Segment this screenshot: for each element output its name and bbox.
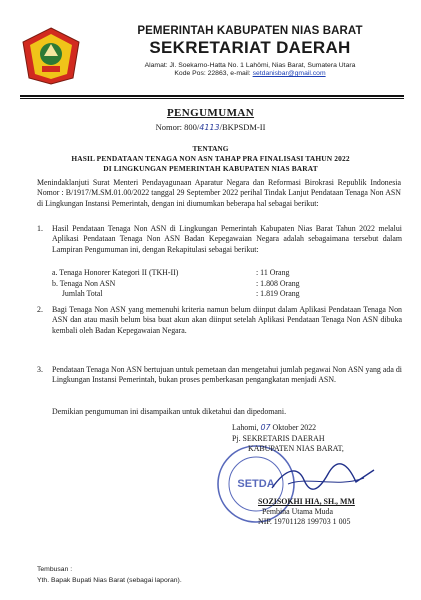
closing-sentence: Demikian pengumuman ini disampaikan untuk diketahui dan dipedomani. (52, 407, 287, 416)
letterhead (95, 25, 405, 77)
signatory-rank: Pembina Utama Muda (262, 507, 334, 516)
signatory-role-1: Pj. SEKRETARIS DAERAH (232, 434, 325, 443)
copy-label: Tembusan : (37, 566, 73, 573)
item-3-text: Pendataan Tenaga Non ASN bertujuan untuk pemetaan dan mengetahui jumlah pegawai Non ASN yang ada di Lingkungan Instansi Pemerintah, bukan proses pemberkasan pengangkatan menjadi ASN. (52, 365, 402, 385)
document-number-handwritten: 4113 (199, 123, 220, 132)
recap-label-total: Jumlah Total (52, 289, 103, 298)
regency-logo-icon (20, 26, 82, 86)
stamp-center-text: SETDA (237, 478, 275, 490)
letterhead-rule-thick (20, 95, 404, 97)
signatory-nip: NIP. 19701128 199703 1 005 (258, 517, 351, 526)
letterhead-postcode: Kode Pos: 22863, e-mail: (174, 70, 253, 77)
letterhead-office: SEKRETARIAT DAERAH (149, 38, 351, 57)
recap-value-honorer: : 11 Orang (256, 268, 290, 277)
item-2-number: 2. (37, 305, 43, 314)
recap-value-total: : 1.819 Orang (256, 289, 300, 298)
signature-month-year: Oktober 2022 (270, 423, 317, 432)
letterhead-address: Alamat: Jl. Soekarno-Hatta No. 1 Lahömi, Nias Barat, Sumatera Utara (144, 62, 356, 69)
document-subject (0, 154, 421, 174)
item-3-number: 3. (37, 365, 43, 374)
letterhead-contact (95, 70, 405, 77)
signature-date (232, 423, 316, 433)
signature-date-handwritten: 07 (260, 423, 271, 432)
item-1-number: 1. (37, 224, 43, 233)
document-number (0, 122, 421, 132)
subject-line-1: HASIL PENDATAAN TENAGA NON ASN TAHAP PRA FINALISASI TAHUN 2022 (71, 154, 350, 163)
recap-label-non-asn: b. Tenaga Non ASN (52, 278, 116, 288)
letterhead-government: PEMERINTAH KABUPATEN NIAS BARAT (137, 25, 363, 37)
signature-place: Lahomi, (232, 423, 261, 432)
about-label: TENTANG (192, 144, 229, 153)
item-1-text: Hasil Pendataan Tenaga Non ASN di Lingkungan Pemerintah Kabupaten Nias Barat Tahun 2022 melalui Aplikasi Pendataan Tenaga Non ASN Badan Kepegawaian Negara adalah sebagaimana tersebut dalam Lampiran Pengumuman ini, dengan Rekapitulasi sebagai berikut: (52, 224, 402, 254)
document-number-prefix: Nomor: 800/ (155, 122, 200, 132)
handwritten-signature-icon (268, 462, 378, 496)
signatory-role-2: KABUPATEN NIAS BARAT, (248, 444, 344, 453)
document-number-suffix: /BKPSDM-II (219, 122, 266, 132)
document-title: PENGUMUMAN (166, 107, 255, 119)
recap-value-non-asn: : 1.808 Orang (256, 278, 300, 288)
letterhead-email-link[interactable]: setdanisbar@gmail.com (252, 70, 326, 77)
recap-label-honorer: a. Tenaga Honorer Kategori II (TKH-II) (52, 268, 179, 277)
copy-recipient: Yth. Bapak Bupati Nias Barat (sebagai laporan). (37, 577, 182, 584)
signatory-name: SOZISOKHI HIA, SH., MM (258, 497, 355, 506)
subject-line-2: DI LINGKUNGAN PEMERINTAH KABUPATEN NIAS BARAT (103, 164, 318, 173)
intro-paragraph: Menindaklanjuti Surat Menteri Pendayagunaan Aparatur Negara dan Reformasi Birokrasi Republik Indonesia Nomor : B/1917/M.SM.01.00/2022 tanggal 29 September 2022 perihal Tindak Lanjut Pendataan Tenaga Non ASN di Lingkungan Instansi Pemerintah, dengan ini diumumkan beberapa hal sebagai berikut: (37, 178, 401, 208)
item-2-text: Bagi Tenaga Non ASN yang memenuhi kriteria namun belum diinput dalam Aplikasi Pendataan Tenaga Non ASN dan atau masih belum bisa buat akun akan diinput setelah Aplikasi Pendataan Tenaga Non ASN dibuka kembali oleh Badan Kepegawaian Negara. (52, 305, 402, 335)
letterhead-rule-thin (20, 98, 404, 99)
